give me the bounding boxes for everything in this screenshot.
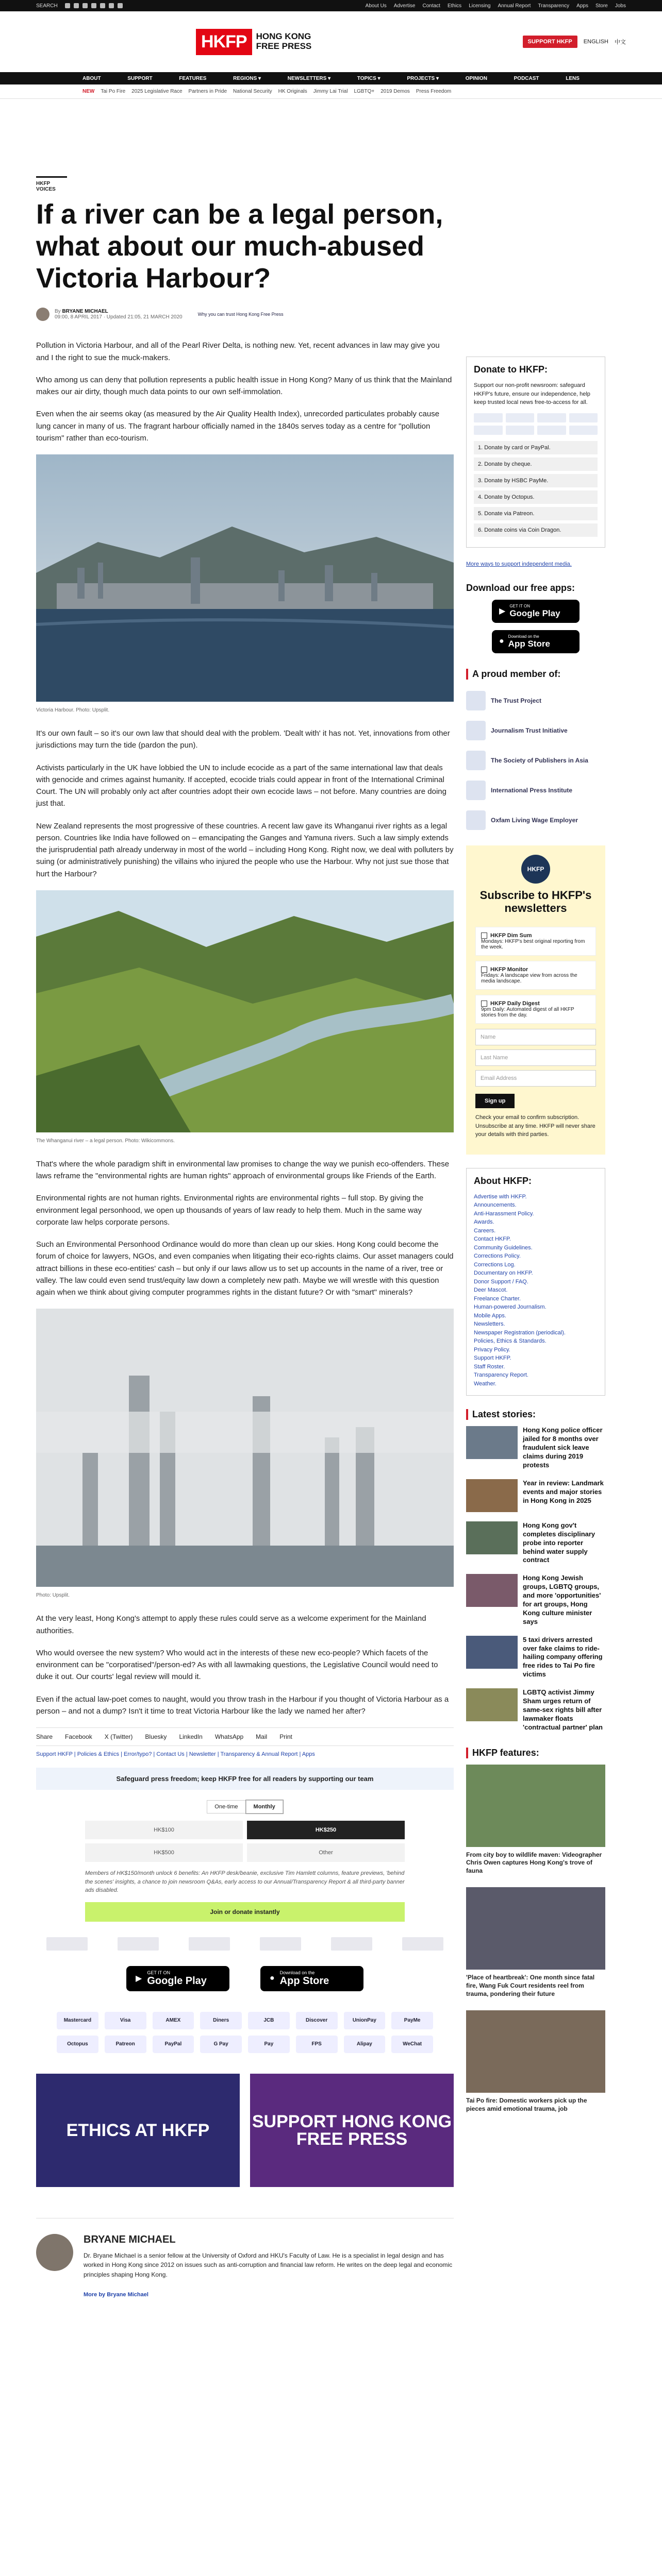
nav-item[interactable]: PROJECTS ▾ [407,75,439,81]
google-play-button[interactable] [492,600,580,623]
newsletter-desc: Fridays: A landscape view from across the media landscape. [481,973,577,985]
trending-link[interactable]: 2025 Legislative Race [131,89,183,94]
payment-logo [506,413,535,422]
story-title: LGBTQ activist Jimmy Sham urges return of same-sex rights bill after lawmaker floats 'contractual partner' plan [523,1688,603,1731]
share-print[interactable]: Print [279,1733,292,1741]
checkbox[interactable] [481,967,487,973]
by-label: By [55,309,61,315]
story-thumbnail [466,1479,518,1512]
share-whatsapp[interactable]: WhatsApp [214,1733,244,1741]
payment-logo: G Pay [200,2036,242,2053]
article-paragraph: Activists particularly in the UK have lobbied the UN to include ecocide as a part of the same international law that deals with genocide and crimes against humanity. If accepted, ecocide trials could appear in front of the International Criminal Court. The UN will probably only act after countries adopt their own ecocide laws – not before. Many countries are doing just that. [36,763,446,808]
story-thumbnail [466,1426,518,1459]
member-item[interactable] [466,745,605,775]
author-link[interactable]: BRYANE MICHAEL [62,309,108,315]
member-item[interactable] [466,775,605,805]
story-title: Hong Kong Jewish groups, LGBTQ groups, and more 'opportunities' for art groups, Hong Kong culture minister says [523,1574,601,1625]
payment-logo: Discover [296,2012,338,2029]
story-title: 5 taxi drivers arrested over fake claims to ride-hailing company offering free rides to Tai Po fire victims [523,1635,603,1679]
about-link[interactable]: Human-powered Journalism. [474,1304,547,1311]
newsletter-name: HKFP Daily Digest [490,1001,540,1007]
newsletter-name: HKFP Dim Sum [490,933,532,939]
checkbox[interactable] [481,1001,487,1007]
about-box [466,1168,605,1396]
member-item[interactable] [466,716,605,745]
ethics-promo[interactable]: ETHICS AT HKFP [36,2074,240,2187]
app-store-button[interactable] [260,1966,363,1991]
badge-small: Download on the [508,634,539,639]
apple-icon: ● [499,637,504,646]
play-icon: ▶ [499,607,506,616]
share-label: Share [36,1733,53,1741]
about-link[interactable]: Careers. [474,1227,496,1234]
latest-story[interactable] [466,1574,605,1626]
trending-link[interactable]: HK Originals [278,89,307,94]
about-title: About HKFP: [474,1175,532,1186]
story-thumbnail [466,1636,518,1669]
share-bluesky[interactable]: Bluesky [145,1733,167,1741]
whanganui-river-photo [36,890,454,1132]
about-link[interactable]: Corrections Log. [474,1261,516,1268]
payment-logo: Patreon [105,2036,146,2053]
about-link[interactable]: Freelance Charter. [474,1295,521,1302]
member-logo [466,751,486,770]
donate-option[interactable]: 4. Donate by Octopus. [474,490,598,504]
payment-logo: Pay [248,2036,290,2053]
about-link[interactable]: Documentary on HKFP. [474,1270,533,1277]
payment-methods [36,2012,454,2053]
logo-line2: FREE PRESS [256,41,312,51]
payment-logo: AMEX [153,2012,194,2029]
story-thumbnail [466,1574,518,1607]
donate-option[interactable]: 1. Donate by card or PayPal. [474,441,598,454]
article-paragraph: At the very least, Hong Kong's attempt to apply these rules could serve as a welcome experiment for the Mainland authorities. [36,1614,426,1635]
topbar-link[interactable]: Store [595,3,608,9]
facebook-icon[interactable] [65,3,70,8]
member-title: A proud member of: [466,669,605,680]
member-logo [466,691,486,710]
share-x[interactable]: X (Twitter) [104,1733,133,1741]
badge-name: Google Play [509,608,560,618]
member-logo [466,810,486,830]
member-name: The Society of Publishers in Asia [491,756,588,764]
feature-image[interactable] [466,1765,605,1847]
about-link[interactable]: Advertise with HKFP. [474,1193,527,1200]
tab-one-time[interactable]: One-time [207,1800,245,1814]
hkfp-circle-logo: HKFP [521,855,550,884]
amount-option[interactable]: HK$500 [85,1843,243,1862]
member-name: Journalism Trust Initiative [491,726,568,734]
member-logo[interactable] [331,1937,372,1951]
about-link[interactable]: Deer Mascot. [474,1287,508,1294]
new-label: NEW [82,89,95,94]
main-nav [0,72,662,84]
about-link[interactable]: Newsletters. [474,1321,505,1328]
threads-icon[interactable] [91,3,96,8]
badge-name: Google Play [147,1975,207,1987]
badge-small: Download on the [279,1970,315,1975]
payment-logo [569,426,598,435]
foggy-skyline-photo [36,1309,454,1587]
about-link[interactable]: Support HKFP. [474,1355,511,1362]
app-badges [36,1966,454,1991]
author-bio: Dr. Bryane Michael is a senior fellow at the University of Oxford and HKU's Faculty of Law. He is a specialist in legal design and has worked in Hong Kong since 2012 on issues such as anti-corruption and financial law reform. He writes on the deep legal and economic principles shaping Hong Kong. [84,2251,453,2278]
member-logo[interactable] [260,1937,301,1951]
badge-small: GET IT ON [509,603,531,608]
site-header [0,11,662,72]
about-link[interactable]: Awards. [474,1219,494,1226]
payment-logo: Visa [105,2012,146,2029]
topbar-link[interactable]: Licensing [469,3,491,9]
author-name[interactable]: BRYANE MICHAEL [84,2233,176,2245]
about-link[interactable]: Community Guidelines. [474,1244,533,1251]
topbar-link[interactable]: Jobs [615,3,626,9]
story-title: Year in review: Landmark events and major stories in Hong Kong in 2025 [523,1479,604,1504]
topbar-link[interactable]: Apps [576,3,588,9]
payment-logo: PayMe [391,2012,433,2029]
amount-option[interactable]: HK$250 [247,1821,405,1839]
nav-item[interactable]: REGIONS ▾ [233,75,261,81]
youtube-icon[interactable] [109,3,114,8]
trending-bar [0,84,662,99]
nav-item[interactable]: NEWSLETTERS ▾ [287,75,331,81]
last-name-input[interactable]: Last Name [475,1049,596,1066]
search-link[interactable]: SEARCH [36,3,58,9]
trending-link[interactable]: Tai Po Fire [101,89,126,94]
payment-logo: UnionPay [344,2012,386,2029]
trending-link[interactable]: Press Freedom [416,89,452,94]
story-title: Hong Kong gov't completes disciplinary probe into reporter behind water supply contract [523,1521,595,1564]
trending-link[interactable]: Jimmy Lai Trial [313,89,348,94]
share-bar [36,1727,454,1746]
payment-logo: JCB [248,2012,290,2029]
member-item[interactable] [466,686,605,716]
payment-logo: PayPal [153,2036,194,2053]
payment-logo: Mastercard [57,2012,98,2029]
support-button[interactable]: SUPPORT HKFP [523,36,577,48]
victoria-harbour-photo [36,454,454,702]
donate-banner[interactable]: Safeguard press freedom; keep HKFP free for all readers by supporting our team [36,1768,454,1790]
latest-title: Latest stories: [466,1409,605,1420]
feature-title[interactable]: From city boy to wildlife maven: Videographer Chris Owen captures Hong Kong's trove of fauna [466,1851,602,1874]
article-paragraph: Even if the actual law-poet comes to naught, would you throw trash in the Harbour if you thought of Victoria Harbour as a person – and not a dump? Isn't it time to treat Victoria Harbour like the lady we named her after? [36,1694,449,1716]
latest-story[interactable] [466,1688,605,1732]
about-link[interactable]: Contact HKFP. [474,1236,511,1243]
article-paragraph: Even when the air seems okay (as measured by the Air Quality Health Index), unrecorded particulates probably cause lung cancer in many of us. The fragrant harbour officially named in the 1840s serves today as a centre for "pollution tourism" rather than eco-tourism. [36,410,440,443]
amount-option[interactable]: Other [247,1843,405,1862]
instagram-icon[interactable] [82,3,88,8]
member-name: Oxfam Living Wage Employer [491,816,578,824]
latest-story[interactable] [466,1636,605,1679]
newsletter-option[interactable] [475,961,596,990]
member-logo[interactable] [189,1937,230,1951]
nav-item[interactable]: PODCAST [514,75,539,81]
newsletter-option[interactable] [475,995,596,1024]
newsletter-note: Check your email to confirm subscription. Unsubscribe at any time. HKFP will never share your details with third parties. [475,1114,595,1138]
apple-icon: ● [270,1974,275,1983]
badge-name: App Store [279,1975,329,1987]
donate-option[interactable]: 6. Donate coins via Coin Dragon. [474,523,598,537]
play-icon: ▶ [136,1974,142,1984]
trending-link[interactable]: LGBTQ+ [354,89,375,94]
article-title: If a river can be a legal person, what about our much-abused Victoria Harbour? [36,199,443,294]
lang-english[interactable]: ENGLISH [583,39,608,45]
share-mail[interactable]: Mail [256,1733,268,1741]
donate-amounts [85,1821,405,1862]
byline [36,308,454,321]
article-paragraph: Who among us can deny that pollution represents a public health issue in Hong Kong? Many of us think that the Mainland makes our air dirty, though much data points to our own self-immolation. [36,375,452,397]
donate-note: Members of HK$150/month unlock 6 benefits: An HKFP desk/beanie, exclusive Tim Hamlett columns, feature previews, 'behind the scenes' insights, a chance to join newsroom Q&As, early access to our Annual/Transparency Report & all third-party banner ads disabled. [85,1870,405,1894]
apps-title: Download our free apps: [466,582,575,593]
payment-logo [474,413,503,422]
payment-logo [474,426,503,435]
member-logo[interactable] [118,1937,159,1951]
payment-logo [569,413,598,422]
payment-logo: Octopus [57,2036,98,2053]
author-photo[interactable] [36,2234,73,2271]
about-link[interactable]: Newspaper Registration (periodical). [474,1329,566,1336]
tab-monthly[interactable]: Monthly [246,1800,283,1814]
donate-option[interactable]: 5. Donate via Patreon. [474,507,598,520]
about-link[interactable]: Staff Roster. [474,1363,505,1370]
more-by-author-link[interactable]: More by Bryane Michael [84,2292,148,2298]
topbar-link[interactable]: Annual Report [498,3,531,9]
photo-caption: Photo: Upsplit. [36,1592,70,1599]
x-icon[interactable] [74,3,79,8]
latest-story[interactable] [466,1521,605,1565]
support-promo[interactable]: SUPPORT HONG KONG FREE PRESS [250,2074,454,2187]
share-facebook[interactable]: Facebook [65,1733,92,1741]
article-paragraph: Environmental rights are not human rights. Environmental rights are environmental rights – full stop. By giving the environment legal personhood, we open up thousands of years of law ready to help them. Much in the same way corporate law helps corporate persons. [36,1194,424,1227]
story-thumbnail [466,1521,518,1554]
app-store-button[interactable] [492,630,580,653]
linkedin-icon[interactable] [100,3,105,8]
article-paragraph: Who would oversee the new system? Who would act in the interests of these new eco-people? Which facets of the environment can be "corporatised"/person-ed? As with all lawmaking questions, the Legislative Council would need to duke it out. Our courts' legal review will mould it. [36,1648,438,1682]
newsletter-option[interactable] [475,927,596,956]
logo-line1: HONG KONG [256,31,311,42]
member-item[interactable] [466,805,605,835]
donate-title: Donate to HKFP: [474,364,548,375]
features-title: HKFP features: [466,1748,605,1758]
payment-logo: WeChat [391,2036,433,2053]
member-logo [466,721,486,740]
topbar-link[interactable]: Advertise [393,3,416,9]
donate-frequency-toggle [36,1800,454,1814]
feature-title[interactable]: Tai Po fire: Domestic workers pick up the pieces amid emotional trauma, job [466,2097,587,2112]
bluesky-icon[interactable] [118,3,123,8]
photo-caption: Victoria Harbour. Photo: Upsplit. [36,707,110,714]
about-link[interactable]: Policies, Ethics & Standards. [474,1338,547,1345]
about-link[interactable]: Transparency Report. [474,1372,528,1379]
article-paragraph: That's where the whole paradigm shift in environmental law promises to change the way we punish eco-offenders. These laws reframe the "environmental rights are human rights" approach of environmental groups like Friends of the Earth. [36,1159,450,1181]
payment-logo [537,426,566,435]
about-link[interactable]: Privacy Policy. [474,1346,510,1353]
feature-image[interactable] [466,1887,605,1970]
nav-item[interactable]: TOPICS ▾ [357,75,380,81]
payment-logo: Alipay [344,2036,386,2053]
logo-text [256,32,312,51]
newsletter-title: Subscribe to HKFP's newsletters [479,888,592,914]
section-label[interactable]: HKFP VOICES [36,176,67,192]
top-bar [0,0,662,11]
payment-logo [506,426,535,435]
newsletter-box [466,845,605,1155]
nav-item[interactable]: ABOUT [82,75,101,81]
badge-small: GET IT ON [147,1970,170,1975]
article-main [36,99,454,2299]
about-link[interactable]: Corrections Policy. [474,1253,521,1260]
donate-option[interactable]: 2. Donate by cheque. [474,457,598,471]
newsletter-desc: 9pm Daily: Automated digest of all HKFP stories from the day. [481,1007,574,1019]
trending-link[interactable]: 2019 Demos [380,89,410,94]
about-link[interactable]: Donor Support / FAQ. [474,1278,528,1285]
article-paragraph: New Zealand represents the most progressive of these countries. A recent law gave its Whanganui river rights as a legal person. Countries like India have followed on – emancipating the Ganges and Yamuna rivers. Such a law simply extends the jurisprudential path already underway in most of the world – including Hong Kong. Right now, we deal with polluters by suing (or administratively punishing) the villains who injured the people who use the Harbour. Why not just sue those that hurt the Harbour? [36,821,454,878]
join-button[interactable]: Join or donate instantly [85,1902,405,1922]
nav-item[interactable]: SUPPORT [127,75,153,81]
google-play-button[interactable] [126,1966,229,1991]
promo-banners [36,2074,454,2187]
member-name: International Press Institute [491,786,573,794]
trust-link[interactable]: Why you can trust Hong Kong Free Press [197,312,284,317]
latest-story[interactable] [466,1479,605,1512]
donate-option[interactable]: 3. Donate by HSBC PayMe. [474,474,598,487]
member-logo[interactable] [46,1937,88,1951]
donate-text: Support our non-profit newsroom: safeguard HKFP's future, ensure our independence, help keep trusted local news free-to-access for all. [474,382,590,405]
member-logos-row [36,1937,454,1951]
email-input[interactable]: Email Address [475,1070,596,1087]
site-logo[interactable] [196,29,311,55]
member-logo[interactable] [402,1937,443,1951]
trending-link[interactable]: National Security [233,89,272,94]
topbar-link[interactable]: About Us [365,3,387,9]
trending-link[interactable]: Partners in Pride [188,89,227,94]
payment-logo [537,413,566,422]
checkbox[interactable] [481,933,487,939]
feature-image[interactable] [466,2010,605,2093]
amount-option[interactable]: HK$100 [85,1821,243,1839]
nav-item[interactable]: OPINION [465,75,487,81]
author-avatar[interactable] [36,308,49,321]
payment-logo: FPS [296,2036,338,2053]
topbar-link[interactable]: Contact [422,3,440,9]
sidebar-payment-logos [474,413,598,435]
about-link[interactable]: Weather. [474,1380,496,1387]
topbar-link[interactable]: Ethics [447,3,462,9]
photo-caption: The Whanganui river – a legal person. Photo: Wikicommons. [36,1138,175,1144]
story-thumbnail [466,1688,518,1721]
author-box [36,2218,454,2299]
nav-item[interactable]: LENS [566,75,580,81]
lang-chinese[interactable]: 中文 [615,39,626,45]
newsletter-name: HKFP Monitor [490,967,528,973]
feature-title[interactable]: 'Place of heartbreak': One month since fatal fire, Wang Fuk Court residents reel from trauma, pondering their future [466,1974,595,1997]
support-links[interactable]: Support HKFP | Policies & Ethics | Error/typo? | Contact Us | Newsletter | Transparency & Annual Report | Apps [36,1751,315,1758]
sidebar [466,99,605,2299]
signup-button[interactable]: Sign up [475,1094,515,1108]
story-title: Hong Kong police officer jailed for 8 months over fraudulent sick leave claims during 2019 protests [523,1426,603,1469]
badge-name: App Store [508,638,550,649]
first-name-input[interactable]: Name [475,1029,596,1045]
payment-logo: Diners [200,2012,242,2029]
about-link[interactable]: Announcements. [474,1202,517,1209]
article-dates: 09:00, 8 APRIL 2017 · Updated 21:05, 21 MARCH 2020 [55,314,183,320]
article-paragraph: Such an Environmental Personhood Ordinance would do more than clean up our skies. Hong Kong could become the forum of choice for lawyers, NGOs, and even companies when litigating their eco-rights claims. Our asset managers could attract billions in these eco-entities' cash – but only if our laws allow us to set up accounts in the name of a river, tree or valley. The law could even send trust/equity law down a completely new path. Maybe we will wrestle with this question again when we think about giving computer programmes rights in the distant future? Or with "smart" minerals? [36,1240,454,1297]
article-paragraph: Pollution in Victoria Harbour, and all of the Pearl River Delta, is nothing new. Yet, recent advances in law may give you and I the right to sue the muck-makers. [36,341,440,362]
latest-story[interactable] [466,1426,605,1469]
about-link[interactable]: Mobile Apps. [474,1312,506,1319]
nav-item[interactable]: FEATURES [179,75,207,81]
social-icons [65,3,123,8]
logo-mark: HKFP [196,29,252,55]
article-paragraph: It's our own fault – so it's our own law that should deal with the problem. 'Dealt with' it has not. Yet, innovations from other jurisdictions may turn the tide (pardon the pun). [36,729,450,750]
newsletter-desc: Mondays: HKFP's best original reporting from the week. [481,939,585,951]
more-ways-link[interactable]: More ways to support independent media. [466,561,572,567]
share-linkedin[interactable]: LinkedIn [179,1733,203,1741]
donate-box [466,357,605,548]
member-name: The Trust Project [491,697,542,704]
topbar-link[interactable]: Transparency [538,3,570,9]
about-link[interactable]: Anti-Harassment Policy. [474,1210,534,1217]
member-logo [466,781,486,800]
